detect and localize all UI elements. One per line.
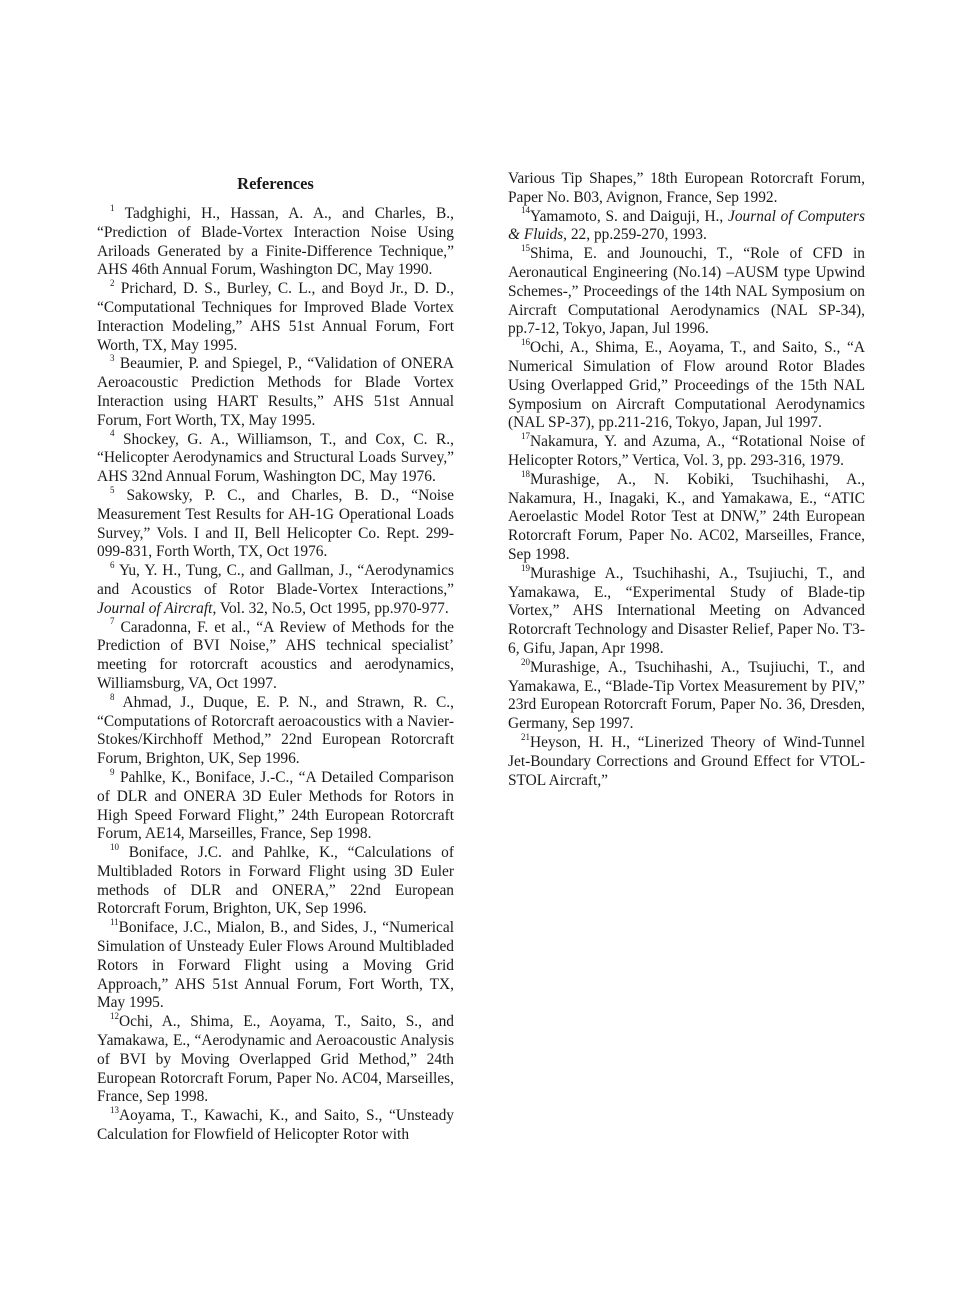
- reference-number: 21: [521, 731, 530, 742]
- reference-2: [97, 280, 454, 355]
- reference-text: Shockey, G. A., Williamson, T., and Cox, C. R., “Helicopter Aerodynamics and Structural Loads Survey,” AHS 32nd Annual Forum, Washington DC, May 1976.: [97, 430, 454, 486]
- reference-number: 10: [110, 841, 119, 852]
- left-reference-list: [97, 202, 454, 1145]
- reference-text-tail: , 22, pp.259-270, 1993.: [563, 226, 707, 244]
- reference-16: [508, 339, 865, 433]
- reference-text: Ahmad, J., Duque, E. P. N., and Strawn, R. C., “Computations of Rotorcraft aeroacoustics with a Navier-Stokes/Kirchhoff Method,” 22nd European Rotorcraft Forum, Brighton, UK, Sep 1996.: [97, 693, 454, 768]
- reference-12: [97, 1013, 454, 1107]
- reference-13: [97, 1107, 454, 1145]
- reference-text-tail: , Vol. 32, No.5, Oct 1995, pp.970-977.: [212, 599, 449, 617]
- reference-8: [97, 691, 454, 769]
- reference-text: Murashige, A., Tsuchihashi, A., Tsujiuchi, T., and Yamakawa, E., “Blade-Tip Vortex Measurement by PIV,” 23rd European Rotorcraft Forum, Paper No. 36, Dresden, Germany, Sep 1997.: [508, 658, 865, 733]
- reference-number: 15: [521, 243, 530, 254]
- reference-text: Nakamura, Y. and Azuma, A., “Rotational Noise of Helicopter Rotors,” Vertica, Vol. 3, pp. 293-316, 1979.: [508, 433, 865, 469]
- reference-number: 6: [110, 560, 115, 571]
- reference-number: 4: [110, 428, 115, 439]
- reference-19: [508, 562, 865, 659]
- reference-number: 3: [110, 353, 115, 364]
- reference-text: Murashige, A., N. Kobiki, Tsuchihashi, A., Nakamura, H., Inagaki, K., and Yamakawa, E., “ATIC Aeroelastic Model Rotor Test at DNW,” 24th European Rotorcraft Forum, Paper No. AC02, Marseilles, France, Sep 1998.: [508, 470, 865, 563]
- reference-text: Tadghighi, H., Hassan, A. A., and Charles, B., “Prediction of Blade-Vortex Interaction Noise Using Ariloads Generated by a Finite-Difference Technique,” AHS 46th Annual Forum, Washington DC, May 1990.: [97, 205, 454, 279]
- right-column: [508, 170, 865, 790]
- reference-17: [508, 433, 865, 471]
- reference-text: Boniface, J.C. and Pahlke, K., “Calculations of Multibladed Rotors in Forward Flight using 3D Euler methods of DLR and ONERA,” 22nd European Rotorcraft Forum, Brighton, UK, Sep 1996.: [97, 844, 454, 918]
- reference-number: 1: [110, 202, 115, 213]
- journal-title: Journal of Aircraft: [97, 599, 213, 617]
- reference-text: Caradonna, F. et al., “A Review of Methods for the Prediction of BVI Noise,” AHS technical specialist’ meeting for rotorcraft acoustics and aerodynamics, Williamsburg, VA, Oct 1997.: [97, 618, 454, 692]
- reference-number: 11: [110, 917, 119, 928]
- reference-number: 12: [110, 1011, 119, 1022]
- reference-number: 17: [521, 431, 530, 442]
- reference-text: Yamamoto, S. and Daiguji, H.,: [530, 207, 729, 225]
- reference-text: Beaumier, P. and Spiegel, P., “Validation of ONERA Aeroacoustic Prediction Methods for Blade Vortex Interaction using HART Results,” AHS 51st Annual Forum, Fort Worth, TX, May 1995.: [97, 355, 454, 429]
- references-heading: References: [237, 174, 314, 193]
- reference-text: Heyson, H. H., “Linerized Theory of Wind-Tunnel Jet-Boundary Corrections and Ground Effect for VTOL-STOL Aircraft,”: [508, 733, 865, 789]
- right-reference-list: [508, 205, 865, 791]
- left-column: [97, 174, 454, 1145]
- reference-number: 5: [110, 484, 115, 495]
- journal-title: Journal of Computers & Fluids: [508, 207, 865, 244]
- reference-text: Prichard, D. S., Burley, C. L., and Boyd Jr., D. D., “Computational Techniques for Improved Blade Vortex Interaction Modeling,” AHS 51st Annual Forum, Fort Worth, TX, May 1995.: [97, 280, 454, 354]
- reference-text: Pahlke, K., Boniface, J.-C., “A Detailed Comparison of DLR and ONERA 3D Euler Methods for Rotors in High Speed Forward Flight,” 24th European Rotorcraft Forum, AE14, Marseilles, France, Sep 1998.: [97, 768, 454, 843]
- reference-4: [97, 428, 454, 487]
- reference-text: Murashige A., Tsuchihashi, A., Tsujiuchi, T., and Yamakawa, E., “Experimental Study of Blade-tip Vortex,” AHS International Meeting on Advanced Rotorcraft Technology and Disaster Relief, Paper No. T3-6, Gifu, Japan, Apr 1998.: [508, 564, 865, 657]
- reference-9: [97, 766, 454, 844]
- reference-text: Ochi, A., Shima, E., Aoyama, T., Saito, S., and Yamakawa, E., “Aerodynamic and Aeroacoustic Analysis of BVI by Moving Overlapped Grid Method,” 24th European Rotorcraft Forum, Paper No. AC04, Marseilles, France, Sep 1998.: [97, 1013, 454, 1106]
- reference-number: 16: [521, 337, 530, 348]
- reference-6: [97, 562, 454, 618]
- reference-text: Boniface, J.C., Mialon, B., and Sides, J., “Numerical Simulation of Unsteady Euler Flows Around Multibladed Rotors in Forward Flight using a Moving Grid Approach,” AHS 51st Annual Forum, Fort Worth, TX, May 1995.: [97, 919, 454, 1012]
- reference-text: Shima, E. and Jounouchi, T., “Role of CFD in Aeronautical Engineering (No.14) –AUSM type Upwind Schemes-,” Proceedings of the 14th NAL Symposium on Aircraft Computational Aerodynamics (NAL SP-34), pp.7-12, Tokyo, Japan, Jul 1996.: [508, 245, 865, 338]
- reference-text: Ochi, A., Shima, E., Aoyama, T., and Saito, S., “A Numerical Simulation of Flow around Rotor Blades Using Overlapped Grid,” Proceedings of the 15th NAL Symposium on Aircraft Computational Aerodynamics (NAL SP-37), pp.211-216, Tokyo, Japan, Jul 1997.: [508, 339, 865, 432]
- reference-3: [97, 355, 454, 430]
- reference-text: Sakowsky, P. C., and Charles, B. D., “Noise Measurement Test Results for AH-1G Operational Loads Survey,” Vols. I and II, Bell Helicopter Co. Rept. 299-099-831, Forth Worth, TX, Oct 1976.: [97, 486, 454, 561]
- reference-18: [508, 468, 865, 565]
- reference-7: [97, 616, 454, 694]
- reference-10: [97, 841, 454, 919]
- reference-text: Yu, Y. H., Tung, C., and Gallman, J., “Aerodynamics and Acoustics of Rotor Blade-Vortex Interactions,”: [97, 562, 454, 598]
- reference-21: [508, 731, 865, 790]
- reference-number: 2: [110, 278, 115, 289]
- reference-14: [508, 205, 865, 246]
- reference-5: [97, 484, 454, 562]
- reference-15: [508, 245, 865, 339]
- reference-11: [97, 919, 454, 1013]
- reference-1: [97, 202, 454, 280]
- reference-number: 13: [110, 1105, 119, 1116]
- reference-number: 19: [521, 562, 530, 573]
- reference-text: Aoyama, T., Kawachi, K., and Saito, S., “Unsteady Calculation for Flowfield of Helicopter Rotor with: [97, 1107, 454, 1144]
- reference-number: 14: [521, 205, 530, 216]
- reference-13-continuation: Various Tip Shapes,” 18th European Rotorcraft Forum, Paper No. B03, Avignon, France, Sep 1992.: [508, 170, 865, 206]
- reference-number: 18: [521, 468, 530, 479]
- reference-number: 8: [110, 691, 115, 702]
- reference-20: [508, 656, 865, 734]
- reference-number: 9: [110, 766, 115, 777]
- reference-number: 7: [110, 616, 115, 627]
- reference-number: 20: [521, 656, 530, 667]
